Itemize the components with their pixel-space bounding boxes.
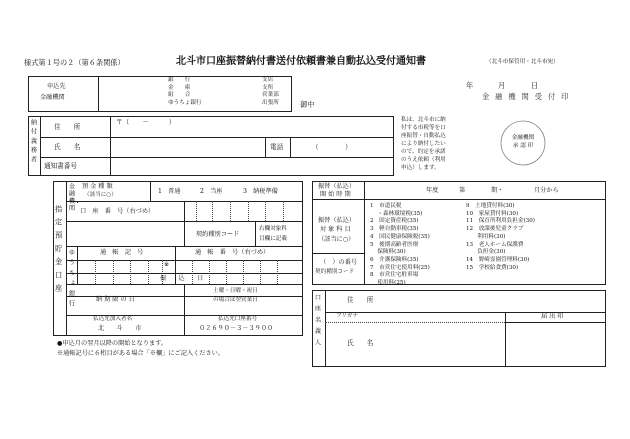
financial-institution-label: 金融機関 — [67, 183, 75, 212]
subjects-code-label: 契約種別コード — [315, 269, 355, 275]
subject-item[interactable]: 7 市営住宅使用料(25) — [370, 264, 430, 271]
subject-item[interactable]: 15 学校給食費(30) — [466, 264, 519, 271]
title-note: （北斗市保管用・北斗市宛） — [486, 59, 559, 65]
bank-stamp — [468, 93, 578, 173]
right-fill-note-1: 右欄対象科 — [259, 226, 287, 232]
branch-type-shisho[interactable]: 支所 — [262, 84, 274, 91]
note-passbook-sixth-digit: ※通帳記号に６桁目がある場合「※欄」にご記入ください。 — [57, 350, 225, 357]
form-number: 様式第１号の２（第６条関係） — [24, 58, 125, 67]
date-month: 月 — [498, 81, 506, 90]
payer-name-field[interactable] — [111, 138, 264, 156]
note-start-month: ●申込月の翌月以降の開始となります。 — [57, 340, 168, 347]
transfer-deadline-label: 納 期 限 の 日 — [96, 296, 135, 303]
date-year: 年 — [466, 81, 474, 90]
holder-address-label: 住 所 — [347, 296, 374, 304]
subject-item[interactable]: 6 介護保険料(35) — [370, 256, 419, 263]
payee-name-label: 払込先加入者名 — [93, 316, 133, 322]
branch-type-eigyobu[interactable]: 営業部 — [262, 92, 279, 98]
payer-notice-no-field[interactable] — [111, 158, 393, 175]
bank-type-yucho[interactable]: ゆうちょ銀行 — [168, 99, 202, 106]
subject-item[interactable]: 13 老人ホーム保護費 — [466, 241, 524, 248]
start-period-label-1: 振替（払込） — [318, 183, 356, 190]
asterisk-mark: ※ — [164, 261, 170, 268]
stamp-top-text: 金融機関受付印 — [482, 92, 575, 101]
payer-section-label: 納付義務者 — [29, 119, 37, 165]
side-note: 私は、北斗市に納 付する市税等を口 座振替・自動払込 により納付したい ので、約定を承諾 のうえ依頼（利用 申込）します。 — [401, 117, 446, 171]
payer-address-label: 住 所 — [54, 123, 81, 131]
subject-item[interactable]: 14 野崎霊園管理料(30) — [466, 256, 530, 263]
subject-item: 使用料(25) — [370, 280, 406, 287]
deposit-type-nozei[interactable]: 3 納税準備 — [243, 188, 278, 195]
subjects-label-3: （該当に○） — [318, 236, 355, 243]
account-number-label: 口 座 番 号（右づめ） — [80, 208, 155, 215]
right-fill-note-2: 目欄に記載 — [259, 236, 287, 242]
subject-item[interactable]: 4 国民健康保険税(35) — [370, 233, 430, 240]
bank-type-bank[interactable]: 銀 行 — [168, 77, 191, 83]
branch-type-list — [262, 77, 279, 107]
payer-notice-no-label: 通知書番号 — [44, 162, 77, 170]
transfer-header: 振 込 日 — [160, 275, 204, 282]
holder-name-field[interactable] — [395, 324, 503, 365]
yucho-bank-label: ゆうちょ銀行 — [67, 249, 75, 311]
payer-postal-field[interactable]: 〒（ － ） — [116, 118, 176, 126]
subject-item[interactable]: 9 土地貸付料(30) — [466, 203, 515, 209]
designated-account-label: 指定預貯金口座 — [54, 205, 64, 298]
subject-item: 負担金(30) — [466, 249, 506, 256]
applicant-bank-label-2: 金融機関 — [40, 94, 65, 101]
subject-item[interactable]: 11 保育所利用負担金(30) — [466, 218, 535, 225]
bank-type-shinkin[interactable]: 金 庫 — [168, 84, 191, 91]
payer-name-label: 氏 名 — [54, 143, 81, 151]
deposit-type-futsu[interactable]: 1 普通 — [158, 188, 181, 195]
applicant-bank-label-1: 申込先 — [47, 83, 66, 90]
contract-code-label: 契約種別コード — [196, 231, 240, 238]
account-number-field[interactable] — [185, 202, 302, 220]
subject-item[interactable]: 1 市道民税 — [370, 203, 402, 209]
subject-item[interactable]: 8 市営住宅駐車場 — [370, 272, 419, 279]
furigana-label: フリガナ — [336, 313, 359, 319]
date-day: 日 — [531, 81, 539, 90]
subject-item[interactable]: 12 放課後児童クラブ — [466, 226, 524, 233]
start-period-label: 期・ — [491, 187, 504, 194]
stamp-inner-1: 金融機関 — [511, 135, 535, 141]
subjects-box — [312, 181, 606, 285]
subject-item: ・森林環境税(35) — [370, 210, 423, 217]
passbook-symbol-label: 通 帳 記 号 — [100, 249, 144, 256]
stamp-inner-2: 承 認 印 — [512, 143, 534, 149]
furigana-field[interactable] — [370, 313, 503, 321]
start-year-label: 年度 — [426, 187, 439, 194]
subject-item[interactable]: 10 家屋貸付料(30) — [466, 210, 519, 217]
page-title: 北斗市口座振替納付書送付依頼書兼自動払込受付通知書 — [176, 56, 426, 67]
payee-name-value: 北 斗 市 — [98, 325, 142, 332]
applicant-bank-box — [28, 76, 292, 112]
bank-type-kumiai[interactable]: 組 合 — [168, 92, 191, 98]
subjects-right-column — [466, 203, 535, 272]
payer-phone-label: 電話 — [270, 143, 284, 151]
deposit-type-toza[interactable]: 2 当座 — [200, 188, 223, 195]
payee-account-value: ０２６９０－３－３９００ — [199, 325, 274, 332]
deposit-type-label: 預 金 種 類 — [82, 183, 113, 190]
subject-item[interactable]: 5 後期高齢者医療 — [370, 241, 419, 248]
holiday-note-2: の場合は翌営業日 — [213, 297, 258, 303]
seal-field[interactable] — [507, 324, 604, 365]
stamp-circle-icon — [468, 93, 578, 173]
seal-label: 届 出 印 — [541, 313, 564, 320]
subject-item[interactable]: 3 軽自動車税(35) — [370, 226, 419, 233]
account-holder-label: 口座名義人 — [313, 294, 321, 350]
passbook-number-label: 通 帳 番 号（右づめ） — [195, 249, 270, 256]
holiday-note-1: 土曜・日曜・祝日 — [213, 288, 258, 294]
holder-address-field[interactable] — [395, 292, 603, 310]
subject-item: 利用料(30) — [466, 233, 506, 240]
deposit-type-hint: （該当に○） — [84, 192, 117, 198]
start-month-label: 月分から — [534, 187, 559, 194]
bank-type-list — [168, 77, 202, 107]
subject-item[interactable]: 2 固定資産税(35) — [370, 218, 419, 225]
subjects-label-1: 振替（払込） — [318, 217, 356, 224]
branch-type-shucchojo[interactable]: 出張所 — [262, 99, 279, 106]
start-period-label-2: 開 始 時 期 — [320, 191, 351, 198]
subject-item: 保険料(30) — [370, 249, 406, 256]
honorific-onchu: 御中 — [300, 100, 315, 109]
subjects-label-2: 対 象 科 目 — [320, 226, 351, 233]
payer-phone-field[interactable]: （ ） — [312, 143, 352, 151]
holder-name-label: 氏 名 — [347, 339, 374, 347]
payee-account-label: 払込先口座番号 — [218, 316, 258, 322]
subjects-left-column — [370, 203, 430, 288]
subjects-number-label: （ ）の番号 — [320, 259, 358, 266]
start-term-label: 第 — [459, 187, 466, 194]
branch-type-shiten[interactable]: 支店 — [262, 77, 274, 83]
